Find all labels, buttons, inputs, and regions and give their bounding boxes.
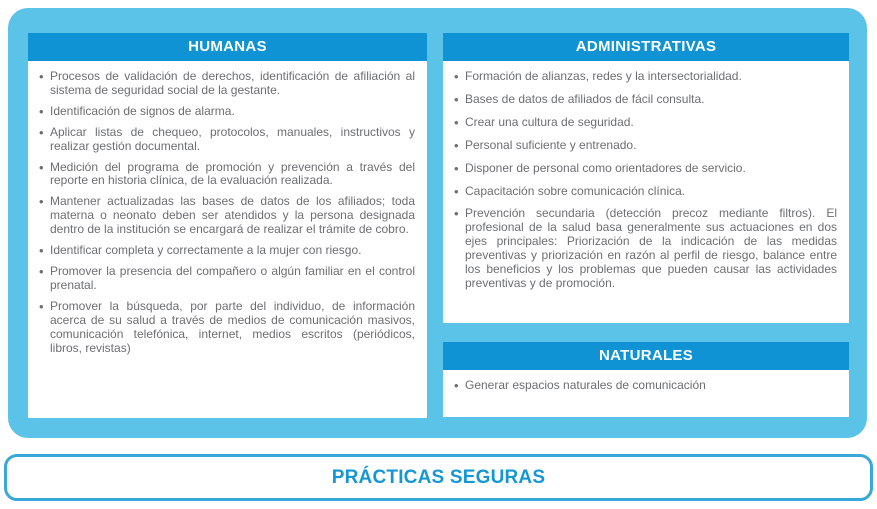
- list-item: • Mantener actualizadas las bases de datos de los afiliados; toda materna o neonato deben ser atendidos y la persona designada dentro de la institución se encargará de realizar el trámite de cobro.: [38, 195, 415, 237]
- list-item: • Promover la presencia del compañero o algún familiar en el control prenatal.: [38, 265, 415, 293]
- list-item: • Procesos de validación de derechos, identificación de afiliación al sistema de seguridad social de la gestante.: [38, 70, 415, 98]
- list-item: • Medición del programa de promoción y prevención a través del reporte en historia clínica, de la evaluación realizada.: [38, 161, 415, 189]
- list-item: • Identificación de signos de alarma.: [38, 105, 415, 119]
- safe-practices-panel: [8, 8, 867, 438]
- list-item: • Identificar completa y correctamente a la mujer con riesgo.: [38, 244, 415, 258]
- section-administrativas: [443, 33, 849, 323]
- section-naturales-header: [443, 342, 849, 370]
- list-item: • Bases de datos de afiliados de fácil consulta.: [453, 93, 837, 107]
- section-humanas-list: [28, 61, 427, 418]
- list-item: • Promover la búsqueda, por parte del individuo, de información acerca de su salud a través de medios de comunicación masivos, comunicación telefónica, internet, medios escritos (periódicos, libros, revistas): [38, 300, 415, 356]
- practicas-seguras-label: PRÁCTICAS SEGURAS: [331, 466, 546, 488]
- section-naturales-title: NATURALES: [598, 347, 694, 364]
- section-naturales: [443, 342, 849, 417]
- section-administrativas-header: [443, 33, 849, 61]
- section-humanas: [28, 33, 427, 418]
- section-administrativas-list: [443, 61, 849, 323]
- list-item: • Formación de alianzas, redes y la intersectorialidad.: [453, 70, 837, 84]
- list-item: • Crear una cultura de seguridad.: [453, 116, 837, 130]
- list-item: • Personal suficiente y entrenado.: [453, 139, 837, 153]
- list-item: • Prevención secundaria (detección precoz mediante filtros). El profesional de la salud basa generalmente sus actuaciones en dos ejes principales: Priorización de la indicación de las medidas preventivas y priorización en razón al perfil de riesgo, balance entre los beneficios y los problemas que pueden causar las actividades preventivas y de promoción.: [453, 207, 837, 290]
- list-item: • Aplicar listas de chequeo, protocolos, manuales, instructivos y realizar gestión documental.: [38, 126, 415, 154]
- practicas-seguras-banner: [4, 454, 873, 501]
- list-item: • Generar espacios naturales de comunicación: [453, 379, 837, 393]
- section-administrativas-title: ADMINISTRATIVAS: [575, 38, 717, 55]
- list-item: • Capacitación sobre comunicación clínica.: [453, 185, 837, 199]
- section-humanas-title: HUMANAS: [188, 38, 267, 55]
- section-naturales-list: [443, 370, 849, 417]
- section-humanas-header: [28, 33, 427, 61]
- list-item: • Disponer de personal como orientadores de servicio.: [453, 162, 837, 176]
